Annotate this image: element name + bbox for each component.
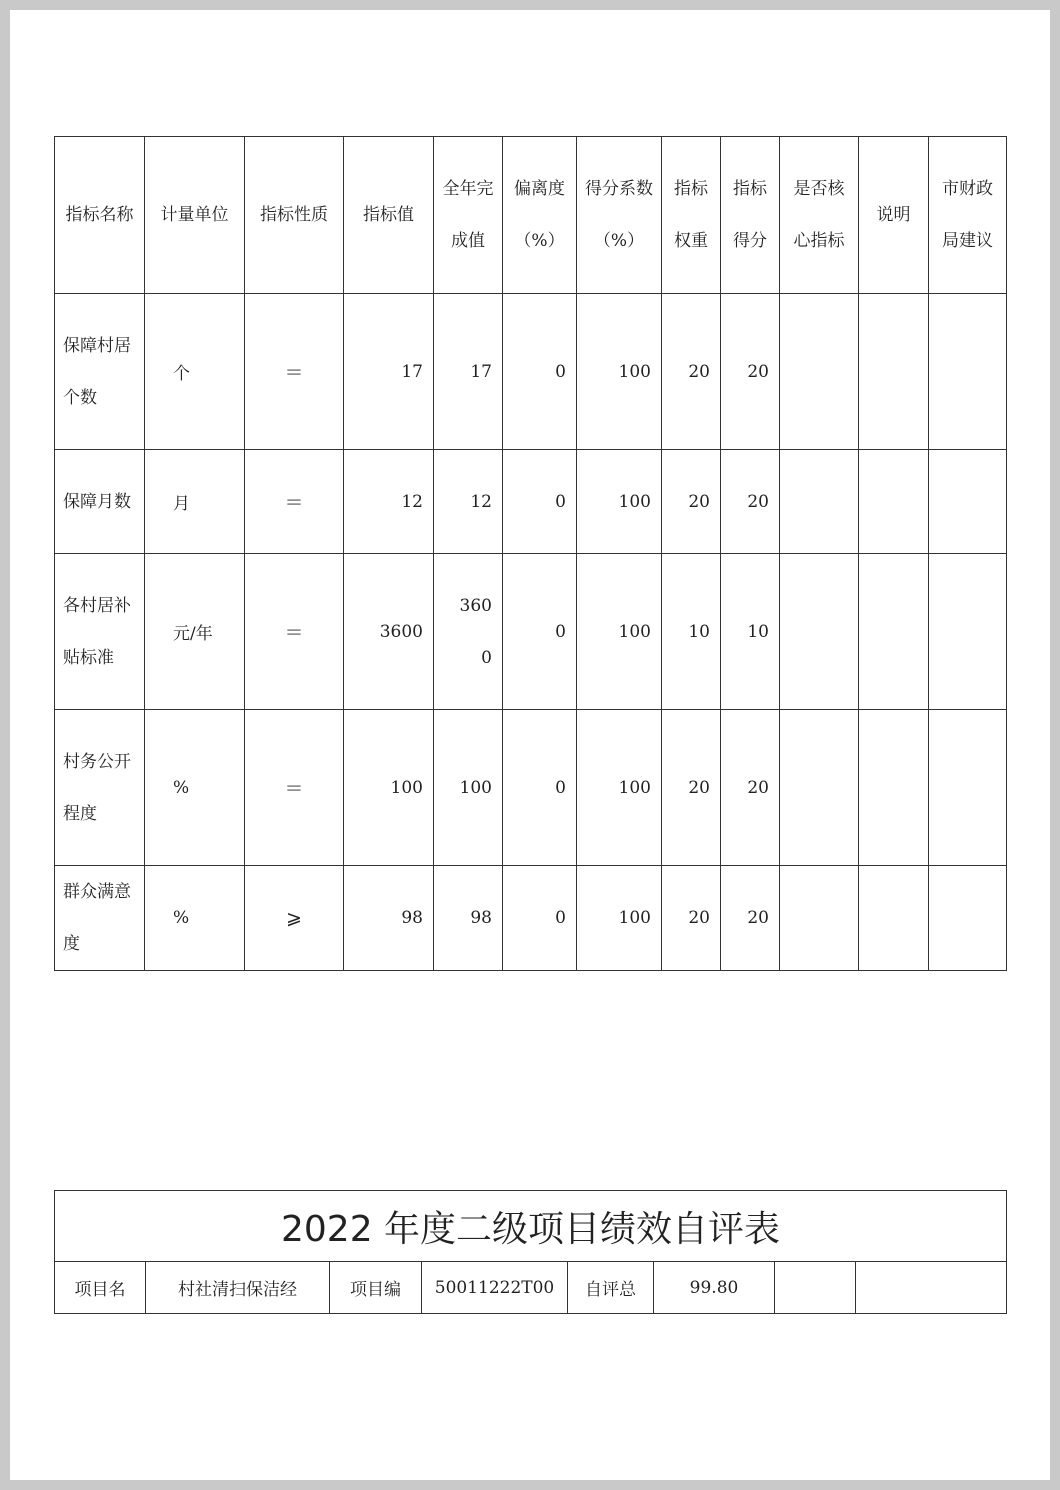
coefficient-cell: 100 bbox=[577, 294, 662, 450]
empty-cell bbox=[856, 1262, 1007, 1314]
advice-cell bbox=[929, 294, 1007, 450]
header-deviation: 偏离度（%） bbox=[503, 137, 577, 294]
indicator-name: 各村居补贴标准 bbox=[55, 554, 145, 710]
weight-cell: 20 bbox=[662, 710, 721, 866]
empty-cell bbox=[775, 1262, 856, 1314]
score-cell: 20 bbox=[721, 294, 780, 450]
actual-value-cell: 12 bbox=[434, 450, 503, 554]
score-cell: 10 bbox=[721, 554, 780, 710]
nature-cell: ＝ bbox=[245, 294, 344, 450]
header-nature: 指标性质 bbox=[245, 137, 344, 294]
header-row bbox=[55, 137, 1007, 294]
indicator-name: 保障月数 bbox=[55, 450, 145, 554]
project-name-value: 村社清扫保洁经 bbox=[146, 1262, 330, 1314]
unit-cell: 月 bbox=[145, 450, 245, 554]
table-row bbox=[55, 554, 1007, 710]
coefficient-cell: 100 bbox=[577, 710, 662, 866]
nature-cell: ＝ bbox=[245, 450, 344, 554]
coefficient-cell: 100 bbox=[577, 450, 662, 554]
table-row bbox=[55, 710, 1007, 866]
core-indicator-cell bbox=[780, 554, 859, 710]
self-evaluation-table bbox=[54, 1190, 1007, 1314]
score-cell: 20 bbox=[721, 710, 780, 866]
nature-cell: ＝ bbox=[245, 710, 344, 866]
actual-value-cell: 100 bbox=[434, 710, 503, 866]
actual-value-cell: 98 bbox=[434, 866, 503, 971]
project-name-label: 项目名 bbox=[55, 1262, 146, 1314]
self-eval-score: 99.80 bbox=[654, 1262, 775, 1314]
actual-value-cell: 17 bbox=[434, 294, 503, 450]
target-value-cell: 12 bbox=[344, 450, 434, 554]
indicator-name: 保障村居个数 bbox=[55, 294, 145, 450]
header-target-value: 指标值 bbox=[344, 137, 434, 294]
indicator-name: 群众满意度 bbox=[55, 866, 145, 971]
core-indicator-cell bbox=[780, 866, 859, 971]
deviation-cell: 0 bbox=[503, 294, 577, 450]
score-cell: 20 bbox=[721, 450, 780, 554]
header-note: 说明 bbox=[859, 137, 929, 294]
form-title: 2022 年度二级项目绩效自评表 bbox=[55, 1191, 1007, 1262]
header-unit: 计量单位 bbox=[145, 137, 245, 294]
note-cell bbox=[859, 450, 929, 554]
deviation-cell: 0 bbox=[503, 450, 577, 554]
deviation-cell: 0 bbox=[503, 710, 577, 866]
target-value-cell: 17 bbox=[344, 294, 434, 450]
table-row bbox=[55, 450, 1007, 554]
advice-cell bbox=[929, 450, 1007, 554]
weight-cell: 20 bbox=[662, 450, 721, 554]
unit-cell: 个 bbox=[145, 294, 245, 450]
header-finance-advice: 市财政局建议 bbox=[929, 137, 1007, 294]
deviation-cell: 0 bbox=[503, 554, 577, 710]
note-cell bbox=[859, 554, 929, 710]
unit-cell: % bbox=[145, 866, 245, 971]
weight-cell: 20 bbox=[662, 294, 721, 450]
core-indicator-cell bbox=[780, 294, 859, 450]
unit-cell: % bbox=[145, 710, 245, 866]
unit-cell: 元/年 bbox=[145, 554, 245, 710]
note-cell bbox=[859, 294, 929, 450]
coefficient-cell: 100 bbox=[577, 866, 662, 971]
core-indicator-cell bbox=[780, 450, 859, 554]
weight-cell: 10 bbox=[662, 554, 721, 710]
header-core-indicator: 是否核心指标 bbox=[780, 137, 859, 294]
deviation-cell: 0 bbox=[503, 866, 577, 971]
core-indicator-cell bbox=[780, 710, 859, 866]
table-row bbox=[55, 866, 1007, 971]
score-cell: 20 bbox=[721, 866, 780, 971]
target-value-cell: 98 bbox=[344, 866, 434, 971]
weight-cell: 20 bbox=[662, 866, 721, 971]
note-cell bbox=[859, 710, 929, 866]
project-info-row bbox=[55, 1262, 1007, 1314]
project-code-value: 50011222T00 bbox=[422, 1262, 568, 1314]
coefficient-cell: 100 bbox=[577, 554, 662, 710]
table-row bbox=[55, 294, 1007, 450]
project-code-label: 项目编 bbox=[330, 1262, 422, 1314]
actual-value-cell: 3600 bbox=[434, 554, 503, 710]
target-value-cell: 100 bbox=[344, 710, 434, 866]
nature-cell: ＝ bbox=[245, 554, 344, 710]
advice-cell bbox=[929, 710, 1007, 866]
advice-cell bbox=[929, 554, 1007, 710]
document-page bbox=[10, 10, 1050, 1480]
advice-cell bbox=[929, 866, 1007, 971]
header-indicator-name: 指标名称 bbox=[55, 137, 145, 294]
note-cell bbox=[859, 866, 929, 971]
nature-cell: ⩾ bbox=[245, 866, 344, 971]
header-actual-value: 全年完成值 bbox=[434, 137, 503, 294]
target-value-cell: 3600 bbox=[344, 554, 434, 710]
indicator-name: 村务公开程度 bbox=[55, 710, 145, 866]
indicator-table bbox=[54, 136, 1007, 971]
self-eval-label: 自评总 bbox=[568, 1262, 654, 1314]
header-weight: 指标权重 bbox=[662, 137, 721, 294]
header-score-coefficient: 得分系数（%） bbox=[577, 137, 662, 294]
header-score: 指标得分 bbox=[721, 137, 780, 294]
